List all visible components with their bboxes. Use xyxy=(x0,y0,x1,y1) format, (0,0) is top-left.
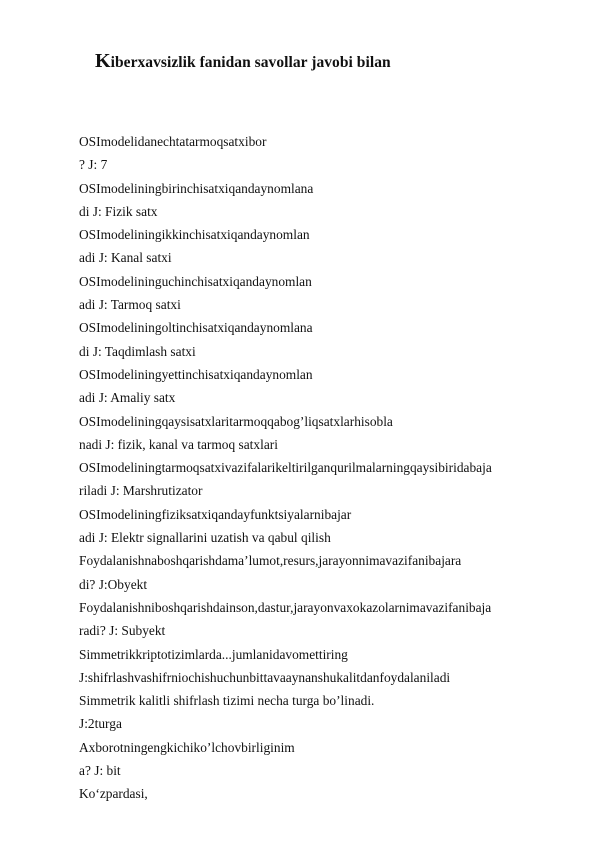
text-line: Foydalanishnaboshqarishdama’lumot,resurs,jarayonnimavazifanibajara xyxy=(79,553,462,569)
text-line: ? J: 7 xyxy=(79,157,108,173)
question-list xyxy=(79,130,579,806)
text-line: nadi J: fizik, kanal va tarmoq satxlari xyxy=(79,436,278,452)
text-line: OSImodeliningtarmoqsatxivazifalarikeltirilganqurilmalarningqaysibiridabaja xyxy=(79,460,492,476)
text-line: Ko‘zpardasi, xyxy=(79,786,148,802)
title-text: iberxavsizlik fanidan savollar javobi bilan xyxy=(110,54,391,71)
text-line: radi? J: Subyekt xyxy=(79,623,166,639)
text-line: Simmetrikkriptotizimlarda...jumlanidavomettiring xyxy=(79,646,348,662)
text-line: adi J: Tarmoq satxi xyxy=(79,297,181,313)
text-line: J:2turga xyxy=(79,716,122,732)
text-line: Foydalanishniboshqarishdainson,dastur,jarayonvaxokazolarnimavazifanibaja xyxy=(79,599,492,615)
document-title xyxy=(95,50,391,73)
text-line: di J: Fizik satx xyxy=(79,203,158,219)
text-line: OSImodelininguchinchisatxiqandaynomlan xyxy=(79,273,312,289)
text-line: Simmetrik kalitli shifrlash tizimi necha turga bo’linadi. xyxy=(79,693,375,709)
text-line: Axborotningengkichiko’lchovbirliginim xyxy=(79,739,295,755)
text-line: OSImodeliningfiziksatxiqandayfunktsiyalarnibajar xyxy=(79,506,352,522)
text-line: OSImodeliningqaysisatxlaritarmoqqabog’liqsatxlarhisobla xyxy=(79,413,393,429)
text-line: adi J: Elektr signallarini uzatish va qabul qilish xyxy=(79,530,331,546)
title-first-letter: K xyxy=(95,50,111,72)
text-line: a? J: bit xyxy=(79,763,121,779)
text-line: adi J: Amaliy satx xyxy=(79,390,176,406)
text-line: adi J: Kanal satxi xyxy=(79,250,172,266)
text-line: OSImodeliningyettinchisatxiqandaynomlan xyxy=(79,366,313,382)
text-line: J:shifrlashvashifrniochishuchunbittavaaynanshukalitdanfoydalaniladi xyxy=(79,669,451,685)
text-line: riladi J: Marshrutizator xyxy=(79,483,203,499)
text-line: OSImodelidanechtatarmoqsatxibor xyxy=(79,134,267,149)
text-line: di J: Taqdimlash satxi xyxy=(79,343,196,359)
text-line: OSImodeliningoltinchisatxiqandaynomlana xyxy=(79,320,313,336)
text-line: OSImodeliningbirinchisatxiqandaynomlana xyxy=(79,180,314,196)
text-line: OSImodeliningikkinchisatxiqandaynomlan xyxy=(79,227,310,243)
text-line: di? J:Obyekt xyxy=(79,576,148,592)
